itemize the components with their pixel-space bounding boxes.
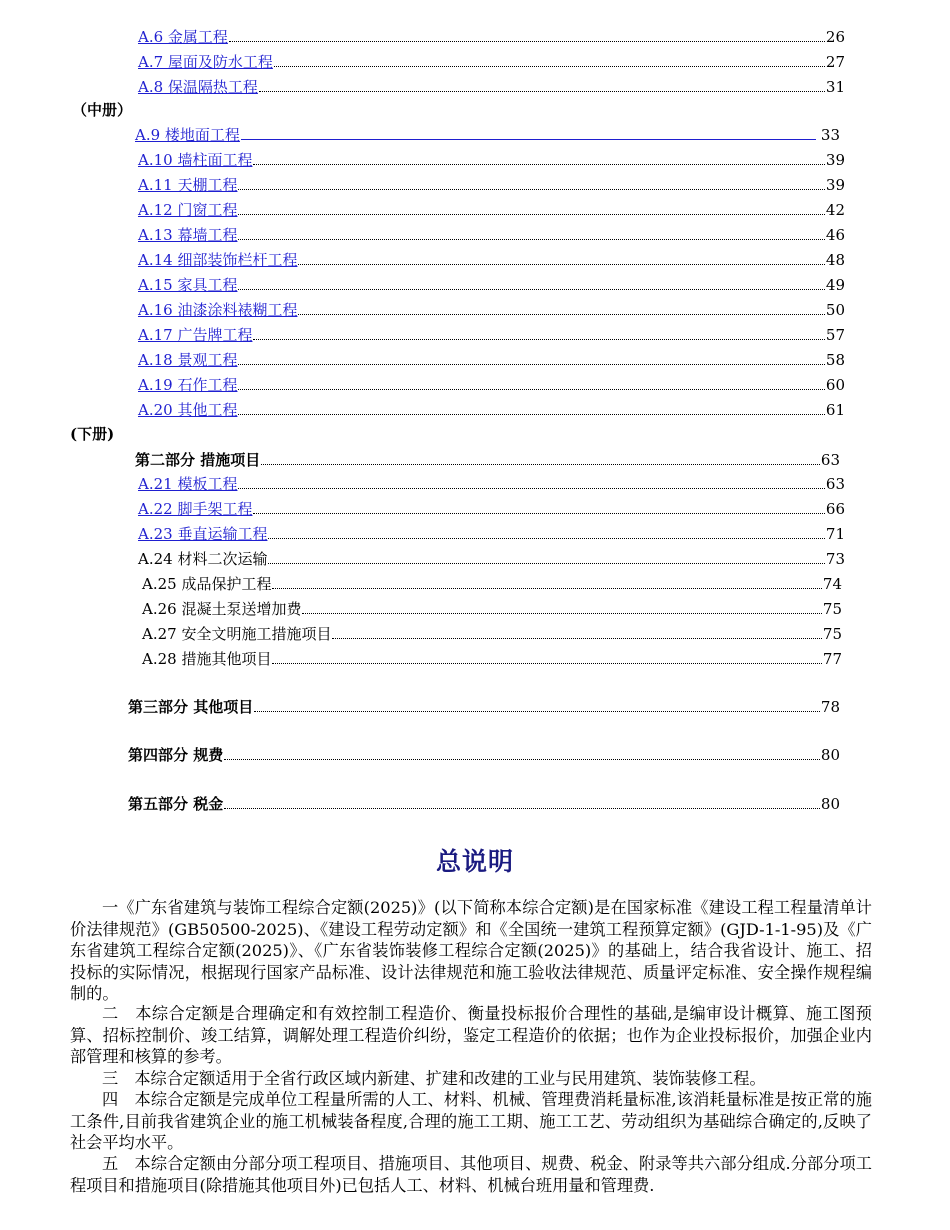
toc-link-a23[interactable]: A.23 垂直运输工程 — [138, 525, 268, 543]
paragraph-4: 四 本综合定额是完成单位工程量所需的人工、材料、机械、管理费消耗量标准,该消耗量标准是按正常的施工条件,目前我省建筑企业的施工机械装备程度,合理的施工工期、施工工艺、劳动组织为基础综合确定的,反映了社会平均水平。 — [70, 1090, 872, 1152]
toc-label: A.26 混凝土泵送增加费 — [142, 600, 302, 618]
toc-page-number: 49 — [825, 276, 845, 294]
toc-link-a15[interactable]: A.15 家具工程 — [138, 276, 238, 294]
toc-link-a9[interactable]: A.9 楼地面工程 — [135, 126, 240, 144]
paragraph-2: 二 本综合定额是合理确定和有效控制工程造价、衡量投标报价合理性的基础,是编审设计概算、施工图预算、招标控制价、竣工结算，调解处理工程造价纠纷，鉴定工程造价的依据；也作为企业投标报价，加强企业内部管理和核算的参考。 — [70, 1004, 872, 1066]
dot-leader — [332, 637, 821, 639]
toc-link-a17[interactable]: A.17 广告牌工程 — [138, 326, 253, 344]
volume-heading-lower: (下册) — [70, 425, 115, 443]
toc-entry-a9[interactable] — [135, 124, 840, 144]
dot-leader — [274, 65, 825, 67]
dot-leader — [238, 238, 824, 240]
dot-leader — [298, 263, 824, 265]
volume-heading-middle: （中册） — [72, 101, 133, 119]
toc-entry-part3 — [128, 696, 840, 716]
toc-page-number: 73 — [825, 550, 845, 568]
toc-part-label: 第五部分 税金 — [128, 795, 224, 813]
toc-part-label: 第四部分 规费 — [128, 746, 224, 764]
toc-page-number: 26 — [825, 28, 845, 46]
toc-link-a18[interactable]: A.18 景观工程 — [138, 351, 238, 369]
toc-link-a13[interactable]: A.13 幕墙工程 — [138, 226, 238, 244]
dot-leader — [254, 710, 820, 712]
toc-part-label: 第三部分 其他项目 — [128, 698, 254, 716]
toc-entry-part2[interactable] — [135, 449, 840, 469]
toc-page-number: 74 — [822, 575, 842, 593]
toc-entry-a10[interactable] — [138, 149, 845, 169]
toc-entry-a19[interactable] — [138, 374, 845, 394]
dot-leader — [268, 537, 824, 539]
toc-link-a22[interactable]: A.22 脚手架工程 — [138, 500, 253, 518]
toc-entry-a16[interactable] — [138, 299, 845, 319]
toc-page-number: 60 — [825, 376, 845, 394]
toc-link-a20[interactable]: A.20 其他工程 — [138, 401, 238, 419]
toc-page-number: 39 — [825, 151, 845, 169]
dot-leader — [268, 562, 824, 564]
toc-page-number: 80 — [820, 795, 840, 813]
toc-link-a19[interactable]: A.19 石作工程 — [138, 376, 238, 394]
dot-leader — [238, 487, 824, 489]
toc-label: A.24 材料二次运输 — [138, 550, 268, 568]
toc-link-a6[interactable]: A.6 金属工程 — [138, 28, 228, 46]
toc-page-number: 39 — [825, 176, 845, 194]
toc-link-a12[interactable]: A.12 门窗工程 — [138, 201, 238, 219]
dot-leader — [238, 363, 824, 365]
toc-entry-a8[interactable] — [138, 76, 845, 96]
toc-entry-a14[interactable] — [138, 249, 845, 269]
toc-page-number: 42 — [825, 201, 845, 219]
dot-leader — [238, 213, 824, 215]
toc-page-number: 31 — [825, 78, 845, 96]
dot-leader — [272, 587, 821, 589]
toc-page-number: 63 — [825, 475, 845, 493]
toc-entry-a26 — [142, 598, 842, 618]
toc-page-number: 71 — [825, 525, 845, 543]
toc-page-number: 46 — [825, 226, 845, 244]
toc-entry-a6[interactable] — [138, 26, 845, 46]
toc-entry-a28 — [142, 648, 842, 668]
dot-leader — [272, 662, 821, 664]
dot-leader — [238, 288, 824, 290]
toc-page-number: 66 — [825, 500, 845, 518]
toc-page-number: 58 — [825, 351, 845, 369]
toc-label: A.25 成品保护工程 — [142, 575, 272, 593]
dot-leader — [238, 188, 824, 190]
dot-leader — [302, 612, 821, 614]
dot-leader — [241, 138, 816, 140]
toc-entry-a7[interactable] — [138, 51, 845, 71]
toc-entry-a22[interactable] — [138, 498, 845, 518]
toc-entry-a18[interactable] — [138, 349, 845, 369]
paragraph-1: 一《广东省建筑与装饰工程综合定额(2025)》(以下简称本综合定额)是在国家标准《建设工程工程量清单计价法律规范》(GB50500-2025)、《建设工程劳动定额》和《全国统一建筑工程预算定额》(GJD-1-1-95)及《广东省建筑工程综合定额(2025)》、《广东省装饰装修工程综合定额(2025)》的基础上，结合我省设计、施工、招投标的实际情况，根据现行国家产品标准、设计法律规范和施工验收法律规范、质量评定标准、安全操作规程编制的。 — [70, 898, 872, 1003]
dot-leader — [253, 512, 824, 514]
toc-page-number: 57 — [825, 326, 845, 344]
toc-entry-a17[interactable] — [138, 324, 845, 344]
toc-entry-a11[interactable] — [138, 174, 845, 194]
toc-entry-a12[interactable] — [138, 199, 845, 219]
dot-leader — [261, 463, 820, 465]
dot-leader — [298, 313, 824, 315]
toc-page-number: 48 — [825, 251, 845, 269]
toc-entry-part5 — [128, 793, 840, 813]
paragraph-5: 五 本综合定额由分部分项工程项目、措施项目、其他项目、规费、税金、附录等共六部分组成.分部分项工程项目和措施项目(除措施其他项目外)已包括人工、材料、机械台班用量和管理费. — [70, 1154, 872, 1195]
toc-page-number: 50 — [825, 301, 845, 319]
paragraph-3: 三 本综合定额适用于全省行政区域内新建、扩建和改建的工业与民用建筑、装饰装修工程。 — [102, 1069, 766, 1088]
toc-entry-a25 — [142, 573, 842, 593]
toc-page-number: 75 — [822, 600, 842, 618]
toc-entry-a21[interactable] — [138, 473, 845, 493]
dot-leader — [224, 758, 820, 760]
toc-entry-a24 — [138, 548, 845, 568]
toc-link-a21[interactable]: A.21 模板工程 — [138, 475, 238, 493]
dot-leader — [238, 413, 824, 415]
dot-leader — [259, 90, 825, 92]
toc-link-a7[interactable]: A.7 屋面及防水工程 — [138, 53, 273, 71]
dot-leader — [238, 388, 824, 390]
toc-entry-a20[interactable] — [138, 399, 845, 419]
toc-label: A.28 措施其他项目 — [142, 650, 272, 668]
dot-leader — [253, 338, 824, 340]
toc-page-number: 77 — [822, 650, 842, 668]
toc-page-number: 78 — [820, 698, 840, 716]
toc-link-a14[interactable]: A.14 细部装饰栏杆工程 — [138, 251, 298, 269]
toc-page-number: 63 — [820, 451, 840, 469]
toc-link-a16[interactable]: A.16 油漆涂料裱糊工程 — [138, 301, 298, 319]
toc-link-a8[interactable]: A.8 保温隔热工程 — [138, 78, 258, 96]
toc-entry-a27 — [142, 623, 842, 643]
toc-link-a11[interactable]: A.11 天棚工程 — [138, 176, 238, 194]
toc-entry-a23[interactable] — [138, 523, 845, 543]
toc-entry-a15[interactable] — [138, 274, 845, 294]
toc-page-number: 27 — [825, 53, 845, 71]
toc-entry-a13[interactable] — [138, 224, 845, 244]
toc-entry-part4 — [128, 744, 840, 764]
toc-label: A.27 安全文明施工措施项目 — [142, 625, 332, 643]
toc-page-number: 75 — [822, 625, 842, 643]
dot-leader — [253, 163, 824, 165]
dot-leader — [229, 40, 825, 42]
toc-part-label: 第二部分 措施项目 — [135, 451, 261, 469]
toc-page-number: 80 — [820, 746, 840, 764]
toc-link-a10[interactable]: A.10 墙柱面工程 — [138, 151, 253, 169]
toc-page-number: 33 — [820, 126, 840, 144]
toc-page-number: 61 — [825, 401, 845, 419]
section-title: 总说明 — [435, 847, 514, 876]
dot-leader — [224, 807, 820, 809]
